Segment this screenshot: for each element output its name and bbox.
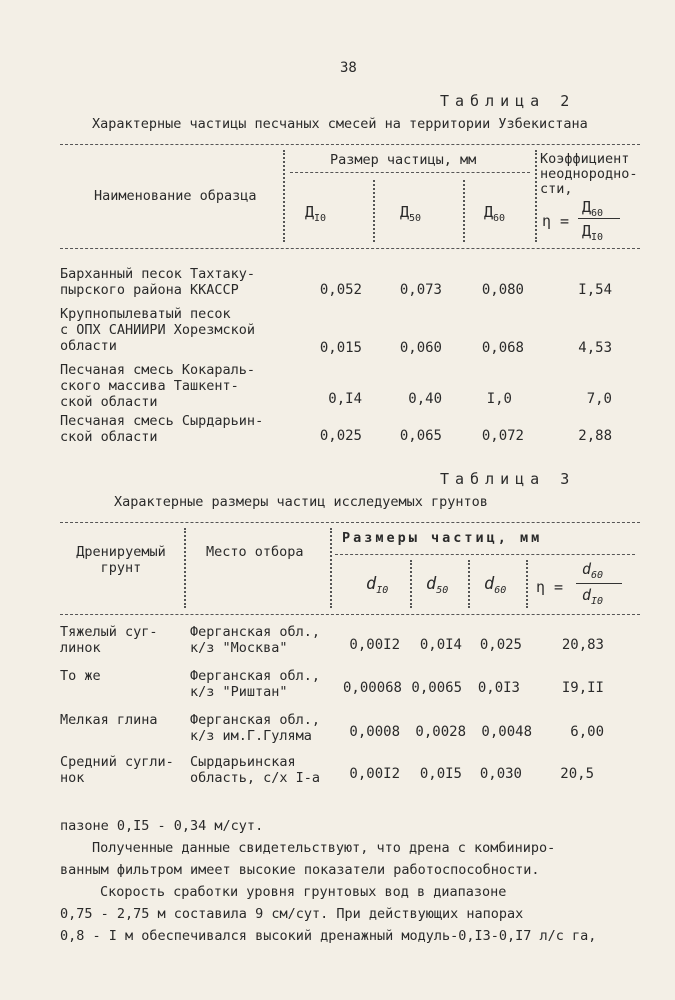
table2-title: Характерные частицы песчаных смесей на территории Узбекистана bbox=[92, 116, 588, 132]
value-d50: 0,065 bbox=[399, 428, 442, 444]
value-coef: 7,0 bbox=[586, 391, 612, 407]
table3-label: Таблица 3 bbox=[440, 470, 576, 488]
body-line-5: 0,75 - 2,75 м составила 9 см/сут. При действующих напорах bbox=[60, 906, 524, 922]
table2-header-size: Размер частицы, мм bbox=[330, 152, 477, 168]
value-d10: 0,052 bbox=[319, 282, 362, 298]
sample-place: Ферганская обл., к/з им.Г.Гуляма bbox=[190, 712, 321, 744]
table3-col-divider bbox=[410, 560, 412, 608]
sample-name: Крупнопылеватый песок с ОПХ САНИИРИ Хорезмской области bbox=[60, 306, 256, 354]
value-coef: 6,00 bbox=[570, 724, 604, 740]
table2-subheader-rule bbox=[290, 172, 530, 173]
table3-header-bottom-rule bbox=[60, 614, 640, 615]
value-d50: 0,0I4 bbox=[419, 637, 462, 653]
table3-header-place: Место отбора bbox=[206, 544, 304, 560]
body-line-6: 0,8 - I м обеспечивался высокий дренажный модуль-0,I3-0,I7 л/с га, bbox=[60, 928, 597, 944]
table3-col-divider bbox=[526, 560, 528, 608]
table3-title: Характерные размеры частиц исследуемых грунтов bbox=[114, 494, 488, 510]
value-coef: I9,II bbox=[561, 680, 604, 696]
value-coef: 20,83 bbox=[561, 637, 604, 653]
value-d50: 0,073 bbox=[399, 282, 442, 298]
value-d60: 0,0048 bbox=[481, 724, 532, 740]
table3-header-d10: $d_{I0}$ bbox=[366, 574, 389, 596]
table3-col-divider bbox=[184, 528, 186, 608]
soil-name: Мелкая глина bbox=[60, 712, 158, 728]
table2-col-divider bbox=[535, 150, 537, 242]
table3-header-d50: $d_{50}$ bbox=[426, 574, 449, 596]
table2-label: Таблица 2 bbox=[440, 92, 576, 110]
table2-col-divider bbox=[283, 150, 285, 242]
value-coef: 4,53 bbox=[578, 340, 612, 356]
value-d60: I,0 bbox=[486, 391, 512, 407]
table3-subheader-rule bbox=[335, 554, 635, 555]
value-d10: 0,I4 bbox=[328, 391, 362, 407]
table2-header-d50: $Д_{50}$ bbox=[400, 203, 422, 224]
sample-name: Барханный песок Тахтаку- пырского района ККАССР bbox=[60, 266, 256, 298]
value-d50: 0,40 bbox=[408, 391, 442, 407]
sample-name: Песчаная смесь Кокараль- ского массива Ташкент- ской области bbox=[60, 362, 256, 410]
value-d10: 0,00I2 bbox=[349, 637, 400, 653]
body-line-1: пазоне 0,I5 - 0,34 м/сут. bbox=[60, 818, 264, 834]
soil-name: То же bbox=[60, 668, 101, 684]
table2-col-divider bbox=[463, 180, 465, 242]
value-coef: 20,5 bbox=[560, 766, 594, 782]
value-d60: 0,080 bbox=[481, 282, 524, 298]
soil-name: Тяжелый суг- линок bbox=[60, 624, 158, 656]
table2-header-coef: Коэффициент неоднородно- сти, bbox=[540, 151, 638, 197]
value-d50: 0,0065 bbox=[411, 680, 462, 696]
sample-place: Сырдарьинская область, с/х I-а bbox=[190, 754, 321, 786]
table2-col-divider bbox=[373, 180, 375, 242]
table2-header-d10: $Д_{I0}$ bbox=[305, 203, 327, 224]
value-d60: 0,068 bbox=[481, 340, 524, 356]
value-coef: I,54 bbox=[578, 282, 612, 298]
value-d10: 0,015 bbox=[319, 340, 362, 356]
table3-header-size: Размеры частиц, мм bbox=[342, 530, 543, 546]
soil-name: Средний сугли- нок bbox=[60, 754, 174, 786]
table2-top-rule bbox=[60, 144, 640, 145]
table2-header-formula: η = $Д_{60}$ $Д_{I0}$ bbox=[540, 190, 630, 250]
value-d10: 0,0008 bbox=[349, 724, 400, 740]
sample-place: Ферганская обл., к/з "Риштан" bbox=[190, 668, 321, 700]
value-d60: 0,030 bbox=[479, 766, 522, 782]
value-d10: 0,025 bbox=[319, 428, 362, 444]
value-d10: 0,00I2 bbox=[349, 766, 400, 782]
table2-header-name: Наименование образца bbox=[94, 188, 257, 204]
table3-header-formula: η = $d_{60}$ $d_{I0}$ bbox=[534, 558, 634, 614]
value-d50: 0,060 bbox=[399, 340, 442, 356]
table3-col-divider bbox=[468, 560, 470, 608]
table2-header-d60: $Д_{60}$ bbox=[484, 203, 506, 224]
table3-top-rule bbox=[60, 522, 640, 523]
table3-col-divider bbox=[330, 528, 332, 608]
body-line-2: Полученные данные свидетельствуют, что дрена с комбиниро- bbox=[92, 840, 556, 856]
body-line-4: Скорость сработки уровня грунтовых вод в диапазоне bbox=[100, 884, 507, 900]
value-d60: 0,072 bbox=[481, 428, 524, 444]
value-d60: 0,025 bbox=[479, 637, 522, 653]
value-d60: 0,0I3 bbox=[477, 680, 520, 696]
value-coef: 2,88 bbox=[578, 428, 612, 444]
sample-name: Песчаная смесь Сырдарьин- ской области bbox=[60, 413, 264, 445]
table3-header-soil: Дренируемый грунт bbox=[76, 544, 166, 576]
body-line-3: ванным фильтром имеет высокие показатели работоспособности. bbox=[60, 862, 540, 878]
table3-header-d60: $d_{60}$ bbox=[484, 574, 507, 596]
value-d50: 0,0I5 bbox=[419, 766, 462, 782]
value-d50: 0,0028 bbox=[415, 724, 466, 740]
value-d10: 0,00068 bbox=[342, 680, 402, 696]
sample-place: Ферганская обл., к/з "Москва" bbox=[190, 624, 321, 656]
page-number: 38 bbox=[340, 60, 357, 76]
